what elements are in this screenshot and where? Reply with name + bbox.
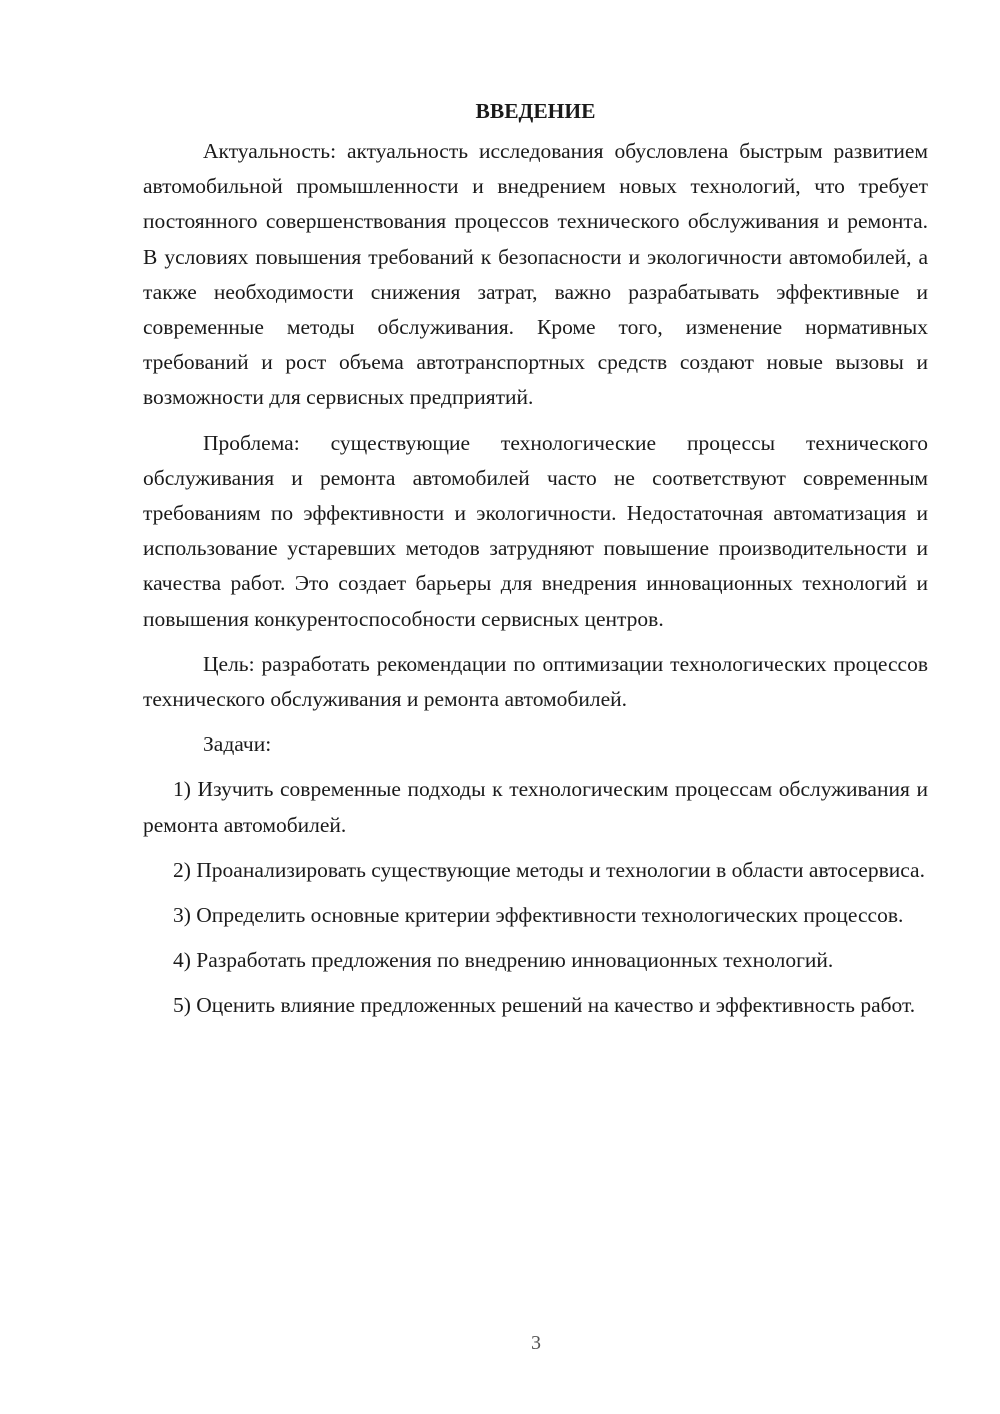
page-number: 3 [531,1332,541,1354]
task-item-2: 2) Проанализировать существующие методы и технологии в области автосервиса. [173,857,925,882]
task-item-1: 1) Изучить современные подходы к технологическим процессам обслуживания и ремонта автомобилей. [143,777,928,837]
section-title: ВВЕДЕНИЕ [475,99,596,123]
task-item-3: 3) Определить основные критерии эффективности технологических процессов. [173,903,904,928]
paragraph-tasks-heading: Задачи: [203,732,272,757]
paragraph-goal: Цель: разработать рекомендации по оптимизации технологических процессов технического обслуживания и ремонта автомобилей. [143,651,928,712]
task-item-4: 4) Разработать предложения по внедрению инновационных технологий. [173,948,834,973]
paragraph-relevance: Актуальность: актуальность исследования обусловлена быстрым развитием автомобильной промышленности и внедрением новых технологий, что требует постоянного совершенствования процессов технического обслуживания и ремонта. В условиях повышения требований к безопасности и экологичности автомобилей, а также необходимости снижения затрат, важно разрабатывать эффективные и современные методы обслуживания. Кроме того, изменение нормативных требований и рост объема автотранспортных средств создают новые вызовы и возможности для сервисных предприятий. [143,139,928,410]
document-page [143,96,928,1034]
paragraph-problem: Проблема: существующие технологические процессы технического обслуживания и ремонта автомобилей часто не соответствуют современным требованиям по эффективности и экологичности. Недостаточная автоматизация и использование устаревших методов затрудняют повышение производительности и качества работ. Это создает барьеры для внедрения инновационных технологий и повышения конкурентоспособности сервисных центров. [143,430,928,631]
task-item-5: 5) Оценить влияние предложенных решений на качество и эффективность работ. [173,993,916,1018]
